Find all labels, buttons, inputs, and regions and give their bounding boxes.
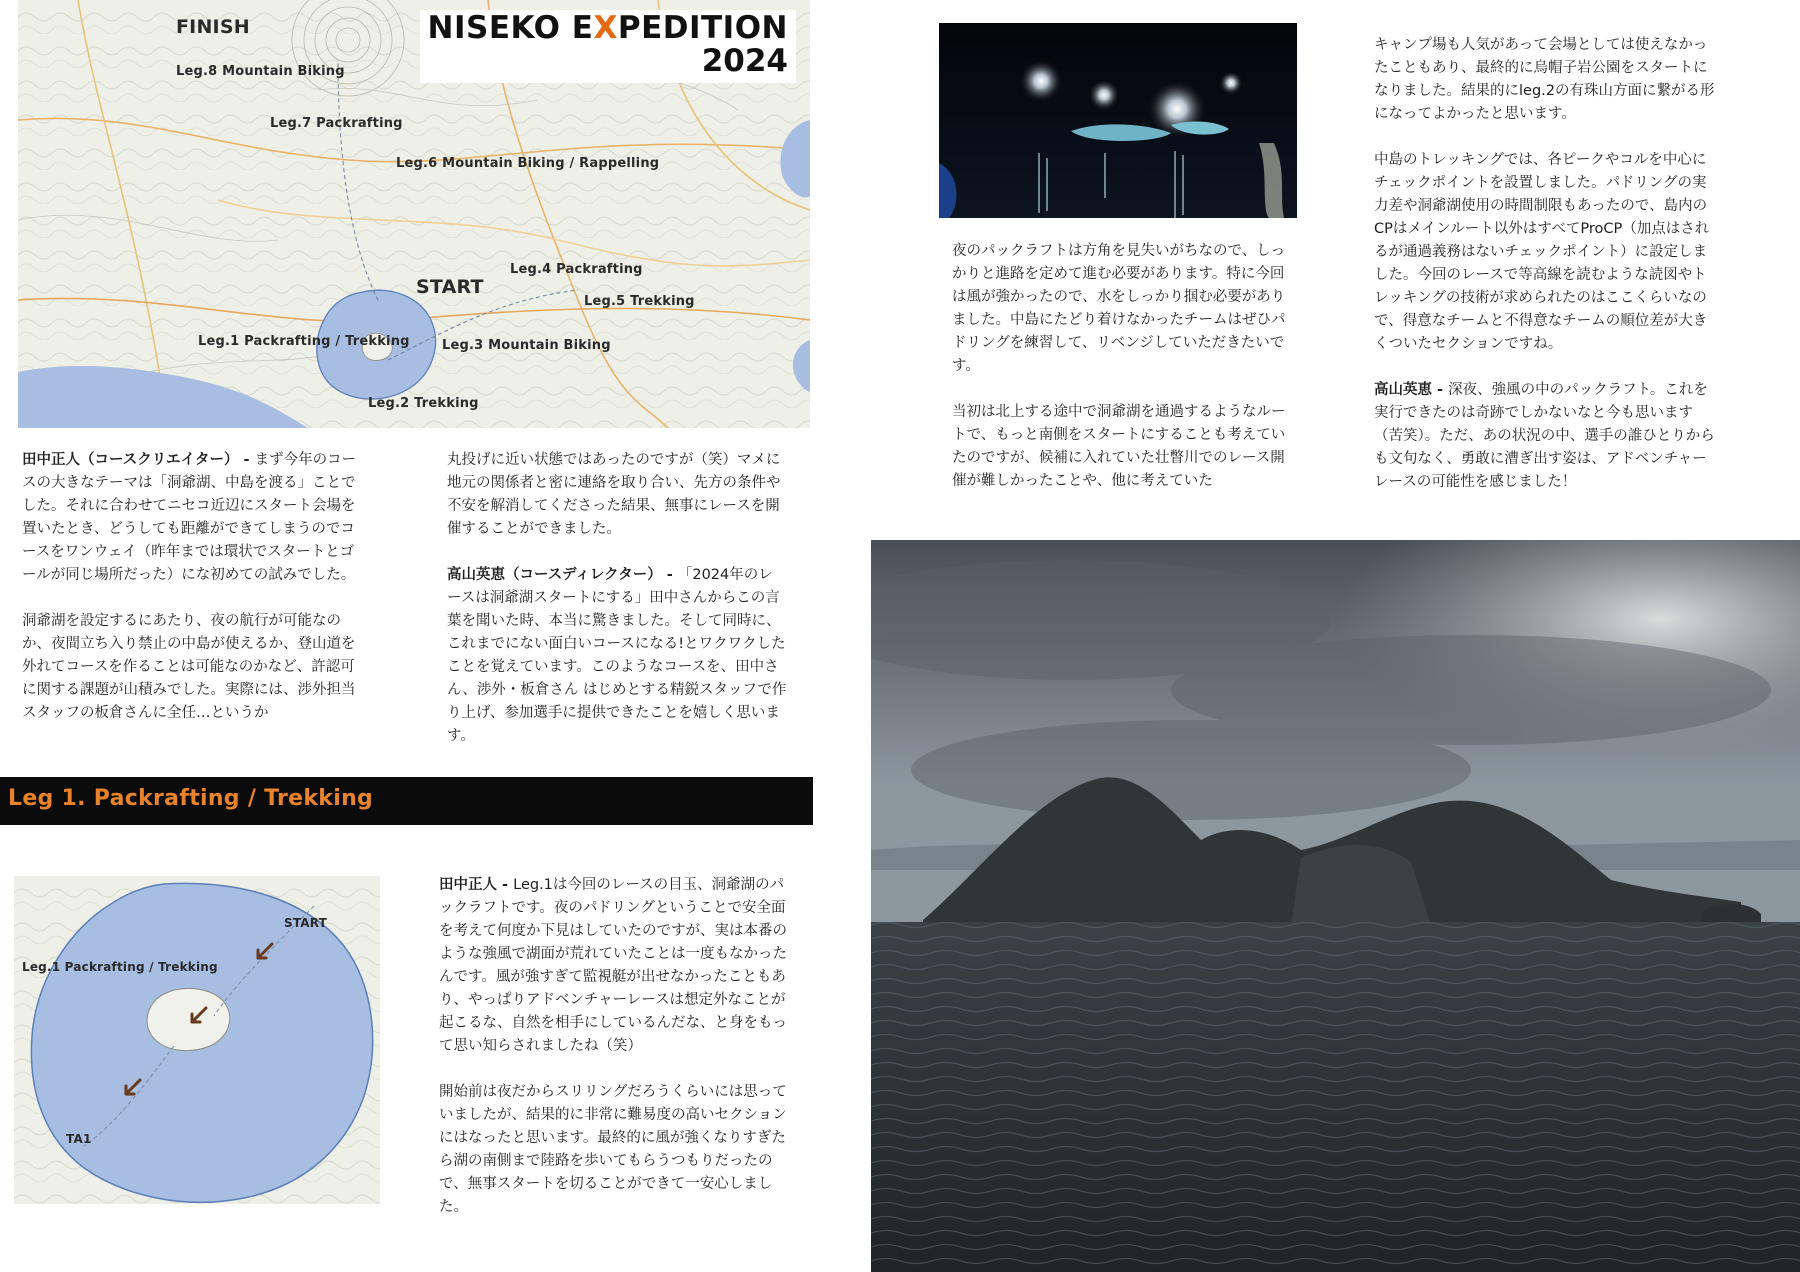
speaker-name: 高山英恵（コースディレクター） - xyxy=(447,567,678,583)
night-packraft-photo xyxy=(939,23,1297,218)
leg1-map xyxy=(14,876,380,1204)
map-leg1-label: Leg.1 Packrafting / Trekking xyxy=(198,334,410,349)
speaker-name: 高山英恵 - xyxy=(1374,382,1449,398)
text-column-2 xyxy=(447,449,787,771)
title-part-a: NISEKO E xyxy=(427,10,594,46)
paragraph: 洞爺湖を設定するにあたり、夜の航行が可能なのか、夜間立ち入り禁止の中島が使えるか、登山道を外れてコースを作ることは可能なのかなど、許認可に関する課題が山積みでした。実際には、渉外担当スタッフの板倉さんに全任…というか xyxy=(22,613,356,721)
leg1-section-title: Leg 1. Packrafting / Trekking xyxy=(8,786,374,811)
title-part-b: PEDITION xyxy=(617,10,788,46)
night-photo-image xyxy=(939,23,1297,218)
map-leg3-label: Leg.3 Mountain Biking xyxy=(442,338,611,353)
paragraph: 丸投げに近い状態ではあったのですが（笑）マメに地元の関係者と密に連絡を取り合い、先方の条件や不安を解消してくださった結果、無事にレースを開催することができました。 xyxy=(447,452,781,537)
paragraph: 中島のトレッキングでは、各ピークやコルを中心にチェックポイントを設置しました。パドリングの実力差や洞爺湖使用の時間制限もあったので、島内のCPはメインルート以外はすべてProCP（加点はされるが通過義務はないチェックポイント）に設定しました。今回のレースで等高線を読むような読図やトレッキングの技術が求められたのはここくらいなので、得意なチームと不得意なチームの順位差が大きくついたセクションですね。 xyxy=(1374,152,1710,352)
map-leg6-label: Leg.6 Mountain Biking / Rappelling xyxy=(396,156,660,171)
map-leg4-label: Leg.4 Packrafting xyxy=(510,262,643,277)
map-leg7-label: Leg.7 Packrafting xyxy=(270,116,403,131)
map-leg8-label: Leg.8 Mountain Biking xyxy=(176,64,345,79)
text-column-4 xyxy=(952,240,1290,516)
paragraph: 夜のパックラフトは方角を見失いがちなので、しっかりと進路を定めて進む必要があります。特に今回は風が強かったので、水をしっかり掴む必要がありました。中島にたどり着けなかったチームはぜひパドリングを練習して、リベンジしていただきたいです。 xyxy=(952,243,1286,374)
course-overview-map xyxy=(18,0,810,428)
ta1-label: TA1 xyxy=(66,1132,92,1146)
title-year: 2024 xyxy=(701,43,788,80)
text-column-1 xyxy=(22,449,362,748)
leg1-section-header xyxy=(0,777,813,825)
paragraph-text: 「2024年のレースは洞爺湖スタートにする」田中さんからこの言葉を聞いた時、本当に驚きました。そして同時に、これまでにない面白いコースになる!とワクワクしたことを覚えています。このようなコースを、田中さん、渉外・板倉さん はじめとする精鋭スタッフで作り上げ、参加選手に提供できたことを嬉しく思います。 xyxy=(447,567,787,744)
start-label: START xyxy=(416,276,484,298)
title-part-x: X xyxy=(593,10,618,46)
lake-island-photo xyxy=(871,540,1800,1272)
paragraph: 当初は北上する途中で洞爺湖を通過するようなルートで、もっと南側をスタートにすることも考えていたのですが、候補に入れていた壮瞥川でのレース開催が難しかったことや、他に考えていた xyxy=(952,404,1286,489)
paragraph: キャンプ場も人気があって会場としては使えなかったこともあり、最終的に烏帽子岩公園をスタートになりました。結果的にleg.2の有珠山方面に繋がる形になってよかったと思います。 xyxy=(1374,37,1715,122)
map-leg5-label: Leg.5 Trekking xyxy=(584,294,695,309)
paragraph-text: まず今年のコースの大きなテーマは「洞爺湖、中島を渡る」ことでした。それに合わせてニセコ近辺にスタート会場を置いたとき、どうしても距離ができてしまうのでコースをワンウェイ（昨年までは環状でスタートとゴールが同じ場所だった）にな初めての試みでした。 xyxy=(22,452,357,583)
text-column-5 xyxy=(1374,34,1716,517)
leg1-route-label: Leg.1 Packrafting / Trekking xyxy=(22,960,218,974)
speaker-name: 田中正人 - xyxy=(439,877,514,893)
expedition-title xyxy=(420,10,796,83)
map-leg2-label: Leg.2 Trekking xyxy=(368,396,479,411)
paragraph: 開始前は夜だからスリリングだろうくらいには思っていましたが、結果的に非常に難易度の高いセクションにはなったと思います。最終的に風が強くなりすぎたら湖の南側まで陸路を歩いてもらうつもりだったので、無事スタートを切ることができて一安心しました。 xyxy=(439,1084,787,1215)
leg1-start-label: START xyxy=(284,916,328,930)
text-column-3 xyxy=(439,874,787,1242)
finish-label: FINISH xyxy=(176,16,250,38)
paragraph xyxy=(439,874,787,1058)
paragraph-text: 深夜、強風の中のパックラフト。これを実行できたのは奇跡でしかないなと今も思います（苦笑）。ただ、あの状況の中、選手の誰ひとりからも文句なく、勇敢に漕ぎ出す姿は、アドベンチャーレースの可能性を感じました！ xyxy=(1374,382,1715,490)
island-photo-image xyxy=(871,540,1800,1272)
paragraph xyxy=(22,449,362,587)
paragraph-text: Leg.1は今回のレースの目玉、洞爺湖のパックラフトです。夜のパドリングということで安全面を考えて何度か下見はしていたのですが、実は本番のような強風で湖面が荒れていたことは一度もなかったんです。風が強すぎて監視艇が出せなかったこともあり、やっぱりアドベンチャーレースは想定外なことが起こるな、自然を相手にしているんだな、と身をもって思い知らされましたね（笑） xyxy=(439,877,787,1054)
paragraph xyxy=(1374,379,1716,494)
speaker-name: 田中正人（コースクリエイター） - xyxy=(22,452,255,468)
paragraph xyxy=(447,564,787,748)
